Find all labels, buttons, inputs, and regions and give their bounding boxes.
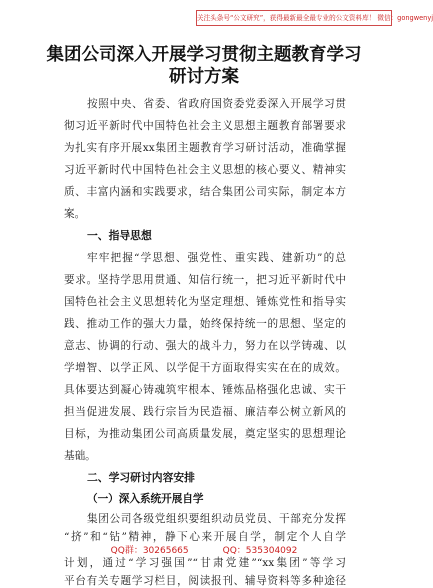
section1-line: 学增智、以学正风、以学促干方面取得实实在在的成效。 xyxy=(64,362,346,374)
intro-line: 习近平新时代中国特色社会主义思想的核心要义、精神实 xyxy=(64,164,346,176)
section1-line: 牢牢把握“学思想、强党性、重实践、建新功”的总 xyxy=(87,252,346,264)
section2-line: “挤”和“钻”精神，静下心来开展自学，制定个人自学 xyxy=(64,531,346,543)
section2-line: 集团公司各级党组织要组织动员党员、干部充分发挥 xyxy=(87,513,346,525)
section1-line: 担当促进发展、践行宗旨为民造福、廉洁奉公树立新风的 xyxy=(64,406,346,418)
contact-footer xyxy=(0,543,408,556)
section1-line: 基础。 xyxy=(64,450,96,462)
section1-line: 要求。坚持学思用贯通、知信行统一，把习近平新时代中 xyxy=(64,274,346,286)
intro-line: 质、丰富内涵和实践要求，结合集团公司实际，制定本方 xyxy=(64,186,346,198)
section-heading-guiding-ideology: 一、指导思想 xyxy=(87,229,152,242)
section1-line: 具体要达到凝心铸魂筑牢根本、锤炼品格强化忠诚、实干 xyxy=(64,384,346,396)
section1-line: 目标，为推动集团公司高质量发展，奠定坚实的思想理论 xyxy=(64,428,346,440)
intro-line: 为扎实有序开展xx集团主题教育学习研讨活动，准确掌握 xyxy=(64,142,346,154)
intro-line: 彻习近平新时代中国特色社会主义思想主题教育部署要求 xyxy=(64,120,346,132)
intro-line: 按照中央、省委、省政府国资委党委深入开展学习贯 xyxy=(87,98,346,110)
document-title-line-2: 研讨方案 xyxy=(169,67,239,87)
section-heading-study-arrangement: 二、学习研讨内容安排 xyxy=(87,471,195,484)
subheading-self-study: （一）深入系统开展自学 xyxy=(87,493,204,505)
section1-line: 意志、协调的行动、强大的战斗力，努力在以学铸魂、以 xyxy=(64,340,346,352)
qq-group: QQ群：30265665 xyxy=(110,546,189,556)
header-banner: 关注头条号“公文研究”，获得最新最全最专业的公文资料库！ 微信：gongwenyj xyxy=(196,10,392,26)
section1-line: 国特色社会主义思想转化为坚定理想、锤炼党性和指导实 xyxy=(64,296,346,308)
section2-line: 平台有关专题学习栏目，阅读报刊、辅导资料等多种途径 xyxy=(64,575,346,587)
section1-line: 践、推动工作的强大力量，始终保持统一的思想、坚定的 xyxy=(64,318,346,330)
section2-line: 计划，通过“学习强国”“甘肃党建”“xx集团”等学习 xyxy=(64,557,346,569)
intro-line: 案。 xyxy=(64,208,86,220)
document-title-line-1: 集团公司深入开展学习贯彻主题教育学习 xyxy=(46,45,362,65)
qq-number: QQ：535304092 xyxy=(222,546,298,556)
